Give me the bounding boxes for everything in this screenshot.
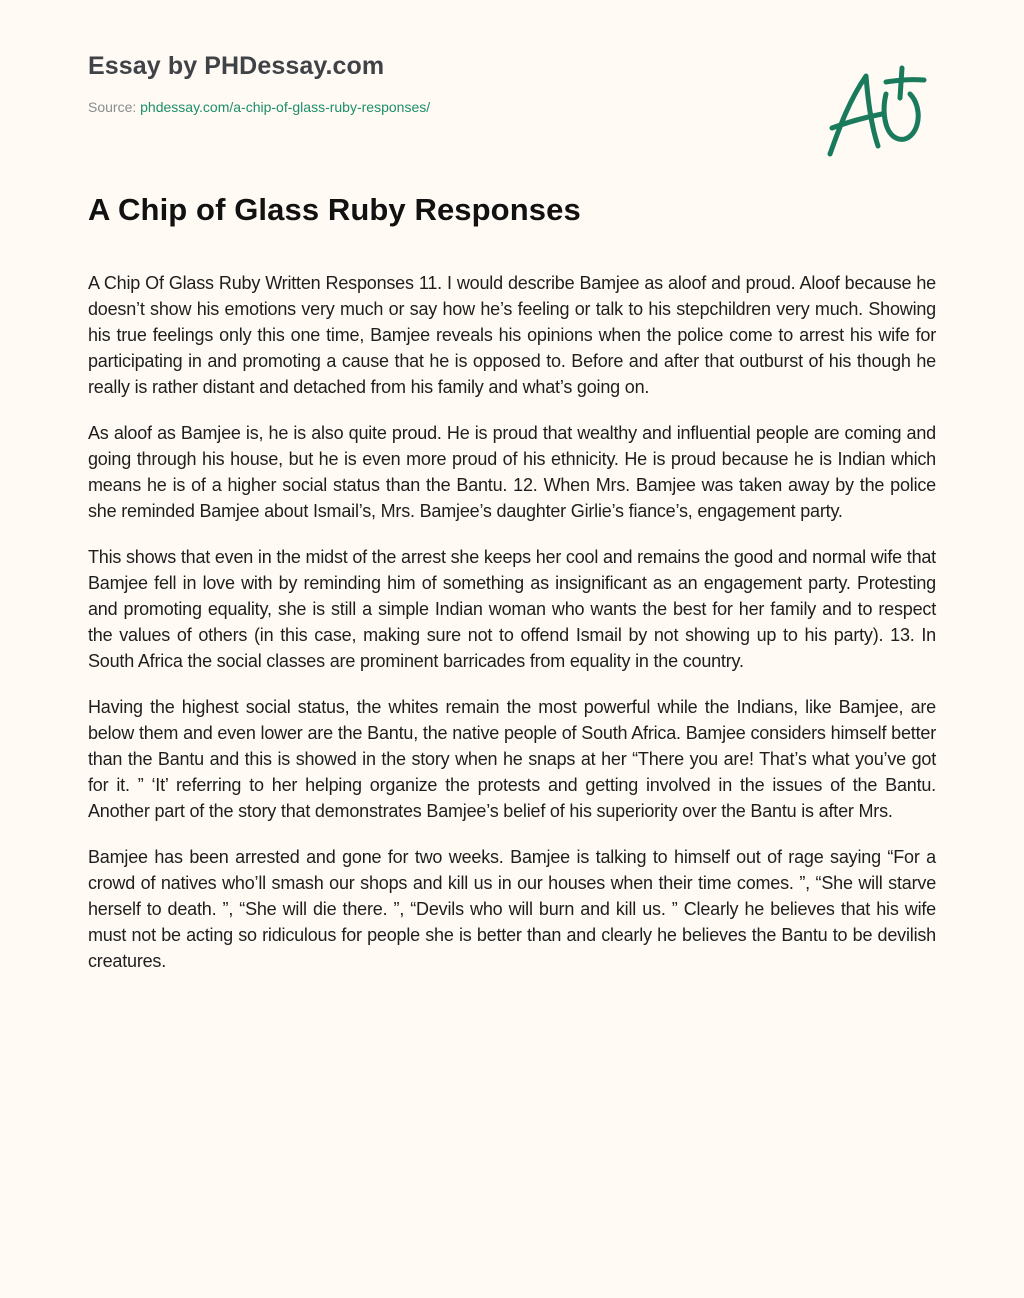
source-link[interactable]: phdessay.com/a-chip-of-glass-ruby-responses/	[140, 99, 431, 115]
a-plus-grade-icon	[822, 62, 932, 162]
page-header	[88, 50, 848, 117]
source-label: Source:	[88, 99, 141, 115]
essay-paragraph: A Chip Of Glass Ruby Written Responses 11. I would describe Bamjee as aloof and proud. Aloof because he doesn’t show his emotions very much or say how he’s feeling or talk to his stepchildren very much. Showing his true feelings only this one time, Bamjee reveals his opinions when the police come to arrest his wife for participating in and promoting a cause that he is opposed to. Before and after that outburst of his though he really is rather distant and detached from his family and what’s going on.	[88, 273, 936, 397]
essay-paragraph: Having the highest social status, the whites remain the most powerful while the Indians, like Bamjee, are below them and even lower are the Bantu, the native people of South Africa. Bamjee considers himself better than the Bantu and this is showed in the story when he snaps at her “There you are! That’s what you’ve got for it. ” ‘It’ referring to her helping organize the protests and getting involved in the issues of the Bantu. Another part of the story that demonstrates Bamjee’s belief of his superiority over the Bantu is after Mrs.	[88, 697, 936, 821]
essay-paragraph: Bamjee has been arrested and gone for two weeks. Bamjee is talking to himself out of rage saying “For a crowd of natives who’ll smash our shops and kill us in our houses when their time comes. ”, “She will starve herself to death. ”, “She will die there. ”, “Devils who will burn and kill us. ” Clearly he believes that his wife must not be acting so ridiculous for people she is better than and clearly he believes the Bantu to be devilish creatures.	[88, 847, 936, 971]
site-brand: Essay by PHDessay.com	[88, 52, 385, 80]
source-line	[88, 97, 848, 117]
essay-paragraph: As aloof as Bamjee is, he is also quite proud. He is proud that wealthy and influential people are coming and going through his house, but he is even more proud of his ethnicity. He is proud because he is Indian which means he is of a higher social status than the Bantu. 12. When Mrs. Bamjee was taken away by the police she reminded Bamjee about Ismail’s, Mrs. Bamjee’s daughter Girlie’s fiance’s, engagement party.	[88, 423, 936, 521]
essay-body	[88, 270, 936, 994]
essay-paragraph: This shows that even in the midst of the arrest she keeps her cool and remains the good and normal wife that Bamjee fell in love with by reminding him of something as insignificant as an engagement party. Protesting and promoting equality, she is still a simple Indian woman who wants the best for her family and to respect the values of others (in this case, making sure not to offend Ismail by not showing up to his party). 13. In South Africa the social classes are prominent barricades from equality in the country.	[88, 547, 936, 671]
essay-title: A Chip of Glass Ruby Responses	[88, 192, 581, 227]
